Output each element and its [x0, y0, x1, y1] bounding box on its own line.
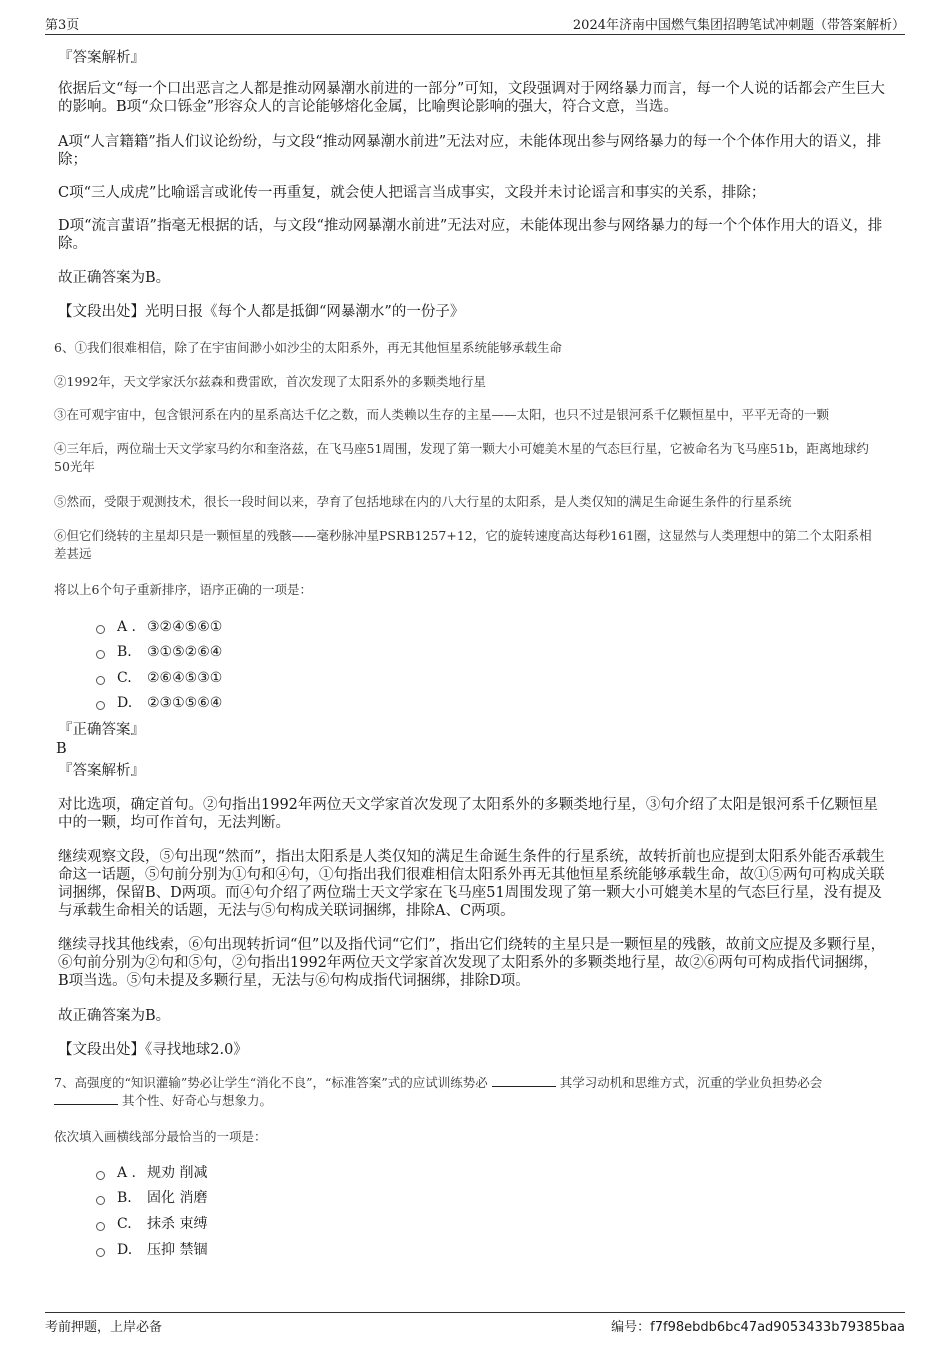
document-code: 编号：f7f98ebdb6bc47ad9053433b79385baa — [611, 1320, 905, 1335]
radio-icon[interactable] — [96, 1222, 105, 1231]
analysis-label: 『答案解析』 — [58, 50, 145, 66]
analysis-paragraph: 对比选项，确定首句。②句指出1992年两位天文学家首次发现了太阳系外的多颗类地行星，③句介绍了太阳是银河系千亿颗恒星中的一颗，均可作首句，无法判断。 — [58, 797, 878, 831]
question-6-sentence: ②1992年，天文学家沃尔兹森和费雷欧，首次发现了太阳系外的多颗类地行星 — [54, 374, 486, 389]
question-6-sentence: 6、①我们很难相信，除了在宇宙间渺小如沙尘的太阳系外，再无其他恒星系统能够承载生命 — [54, 340, 562, 355]
correct-answer-label: 『正确答案』 — [58, 722, 145, 738]
fill-blank — [492, 1074, 556, 1087]
analysis-paragraph: 继续寻找其他线索，⑥句出现转折词“但”以及指代词“它们”，指出它们绕转的主星只是一颗恒星的残骸，故前文应提及多颗行星，⑥句前分别为②句和⑤句，②句指出1992年两位天文学家首次发现了太阳系外的多颗类地行星，故②⑥两句可构成指代词捆绑，B项当选。⑤句未提及多颗行星，无法与⑥句构成指代词捆绑，排除D项。 — [58, 937, 886, 989]
radio-icon[interactable] — [96, 1171, 105, 1180]
question-6-sentence: ⑥但它们绕转的主星却只是一颗恒星的残骸——毫秒脉冲星PSRB1257+12，它的旋转速度高达每秒161圈，这显然与人类理想中的第二个太阳系相差甚远 — [54, 528, 872, 561]
option-b[interactable]: B. 固化 消磨 — [96, 1189, 207, 1207]
option-c[interactable]: C. 抹杀 束缚 — [96, 1215, 207, 1233]
radio-icon[interactable] — [96, 676, 105, 685]
question-6-sentence: ④三年后，两位瑞士天文学家马约尔和奎洛兹，在飞马座51周围，发现了第一颗大小可媲美木星的气态巨行星，它被命名为飞马座51b，距离地球约50光年 — [54, 441, 869, 474]
option-d[interactable]: D. 压抑 禁锢 — [96, 1241, 207, 1259]
option-d[interactable]: D. ②③①⑤⑥④ — [96, 694, 222, 712]
source-citation: 【文段出处】光明日报《每个人都是抵御“网暴潮水”的一份子》 — [58, 304, 465, 320]
radio-icon[interactable] — [96, 650, 105, 659]
analysis-label: 『答案解析』 — [58, 763, 145, 779]
option-a[interactable]: A . ③②④⑤⑥① — [96, 618, 222, 636]
analysis-paragraph: 依据后文“每一个口出恶言之人都是推动网暴潮水前进的一部分”可知，文段强调对于网络暴力而言，每一个人说的话都会产生巨大的影响。B项“众口铄金”形容众人的言论能够熔化金属，比喻舆论影响的强大，符合文意，当选。 — [58, 81, 885, 115]
fill-blank — [54, 1092, 118, 1105]
page-footer — [45, 1312, 905, 1335]
option-c[interactable]: C. ②⑥④⑤③① — [96, 669, 222, 687]
question-6-sentence: ⑤然而，受限于观测技术，很长一段时间以来，孕育了包括地球在内的八大行星的太阳系，是人类仅知的满足生命诞生条件的行星系统 — [54, 494, 792, 509]
analysis-paragraph: 继续观察文段，⑤句出现“然而”，指出太阳系是人类仅知的满足生命诞生条件的行星系统，故转折前也应提到太阳系外能否承载生命这一话题，⑤句前分别为①句和④句，①句指出我们很难相信太阳系外再无其他恒星系统能够承载生命，故①⑤两句可构成关联词捆绑，保留B、D两项。而④句介绍了两位瑞士天文学家在飞马座51周围发现了第一颗大小可媲美木星的气态巨行星，没有提及与承载生命相关的话题，无法与⑤句构成关联词捆绑，排除A、C两项。 — [58, 849, 885, 919]
option-a[interactable]: A . 规劝 削减 — [96, 1164, 207, 1182]
analysis-paragraph: 故正确答案为B。 — [58, 1008, 171, 1024]
document-title: 2024年济南中国燃气集团招聘笔试冲刺题（带答案解析） — [572, 18, 905, 33]
radio-icon[interactable] — [96, 701, 105, 710]
source-citation: 【文段出处】《寻找地球2.0》 — [58, 1042, 248, 1058]
radio-icon[interactable] — [96, 625, 105, 634]
radio-icon[interactable] — [96, 1248, 105, 1257]
question-6-sentence: ③在可观宇宙中，包含银河系在内的星系高达千亿之数，而人类赖以生存的主星——太阳，也只不过是银河系千亿颗恒星中，平平无奇的一颗 — [54, 407, 830, 422]
analysis-paragraph: D项“流言蜚语”指毫无根据的话，与文段“推动网暴潮水前进”无法对应，未能体现出参与网络暴力的每一个个体作用大的语义，排除。 — [58, 218, 883, 252]
question-7-stem: 7、高强度的“知识灌输”势必让学生“消化不良”，“标准答案”式的应试训练势必 其学习动机和思维方式，沉重的学业负担势必会 其个性、好奇心与想象力。 — [54, 1075, 823, 1108]
question-7-prompt: 依次填入画横线部分最恰当的一项是： — [54, 1129, 267, 1144]
analysis-paragraph: A项“人言籍籍”指人们议论纷纷，与文段“推动网暴潮水前进”无法对应，未能体现出参与网络暴力的每一个个体作用大的语义，排除； — [58, 134, 882, 168]
footer-slogan: 考前押题，上岸必备 — [45, 1320, 163, 1335]
correct-answer: B — [56, 741, 67, 757]
analysis-paragraph: C项“三人成虎”比喻谣言或讹传一再重复，就会使人把谣言当成事实，文段并未讨论谣言和事实的关系，排除； — [58, 185, 766, 201]
page-header — [45, 12, 905, 35]
question-6-prompt: 将以上6个句子重新排序，语序正确的一项是： — [54, 582, 312, 597]
page-number: 第3页 — [45, 18, 80, 33]
radio-icon[interactable] — [96, 1196, 105, 1205]
option-b[interactable]: B. ③①⑤②⑥④ — [96, 643, 222, 661]
analysis-paragraph: 故正确答案为B。 — [58, 270, 171, 286]
